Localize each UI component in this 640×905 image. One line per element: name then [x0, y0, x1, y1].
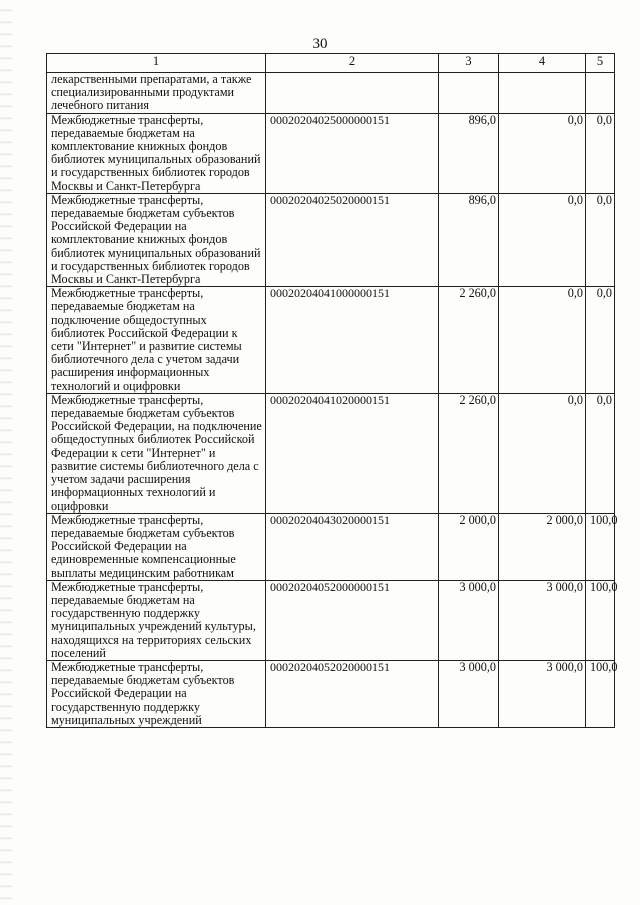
- row-description: Межбюджетные трансферты, передаваемые бюджетам субъектов Российской Федерации на единовременные компенсационные выплаты медицинским работникам: [47, 513, 266, 580]
- row-code: 00020204052000000151: [266, 580, 439, 660]
- scan-edge-noise: [0, 0, 12, 905]
- row-value-col3: [439, 73, 499, 114]
- row-value-col5: 100,0: [586, 660, 615, 727]
- table-row: [47, 287, 615, 394]
- row-value-col5: 0,0: [586, 113, 615, 193]
- row-code: [266, 73, 439, 114]
- row-description: Межбюджетные трансферты, передаваемые бюджетам субъектов Российской Федерации на государственную поддержку муниципальных учреждений: [47, 660, 266, 727]
- table-row: [47, 513, 615, 580]
- table-row: [47, 113, 615, 193]
- table-row: [47, 393, 615, 513]
- row-value-col5: 0,0: [586, 193, 615, 286]
- row-description: Межбюджетные трансферты, передаваемые бюджетам на комплектование книжных фондов библиотек муниципальных образований и государственных библиотек городов Москвы и Санкт-Петербурга: [47, 113, 266, 193]
- column-header-3: 3: [439, 54, 499, 73]
- row-value-col5: 100,0: [586, 580, 615, 660]
- column-header-2: 2: [266, 54, 439, 73]
- row-value-col5: 0,0: [586, 287, 615, 394]
- column-header-1: 1: [47, 54, 266, 73]
- row-code: 00020204025020000151: [266, 193, 439, 286]
- row-value-col4: 0,0: [499, 113, 586, 193]
- row-description: Межбюджетные трансферты, передаваемые бюджетам субъектов Российской Федерации, на подключение общедоступных библиотек Российской Федерации к сети "Интернет" и развитие системы библиотечного дела с учетом задачи расширения информационных технологий и оцифровки: [47, 393, 266, 513]
- row-code: 00020204041020000151: [266, 393, 439, 513]
- row-value-col3: 3 000,0: [439, 660, 499, 727]
- row-value-col4: 2 000,0: [499, 513, 586, 580]
- row-value-col4: 0,0: [499, 193, 586, 286]
- row-value-col3: 2 260,0: [439, 393, 499, 513]
- row-code: 00020204025000000151: [266, 113, 439, 193]
- table-row: [47, 580, 615, 660]
- row-value-col5: 0,0: [586, 393, 615, 513]
- page-number: 30: [312, 36, 328, 52]
- row-code: 00020204041000000151: [266, 287, 439, 394]
- row-value-col5: 100,0: [586, 513, 615, 580]
- column-header-5: 5: [586, 54, 615, 73]
- table-header-row: [47, 54, 615, 73]
- row-description: Межбюджетные трансферты, передаваемые бюджетам на подключение общедоступных библиотек Российской Федерации к сети "Интернет" и развитие системы библиотечного дела с учетом задачи расширения информационных технологий и оцифровки: [47, 287, 266, 394]
- row-value-col4: 0,0: [499, 393, 586, 513]
- row-code: 00020204052020000151: [266, 660, 439, 727]
- row-value-col4: 0,0: [499, 287, 586, 394]
- row-value-col3: 896,0: [439, 193, 499, 286]
- table-row: [47, 193, 615, 286]
- row-description: Межбюджетные трансферты, передаваемые бюджетам субъектов Российской Федерации на комплектование книжных фондов библиотек муниципальных образований и государственных библиотек городов Москвы и Санкт-Петербурга: [47, 193, 266, 286]
- table-row: [47, 73, 615, 114]
- row-value-col3: 3 000,0: [439, 580, 499, 660]
- row-code: 00020204043020000151: [266, 513, 439, 580]
- row-value-col3: 2 000,0: [439, 513, 499, 580]
- row-description: Межбюджетные трансферты, передаваемые бюджетам на государственную поддержку муниципальных учреждений культуры, находящихся на территориях сельских поселений: [47, 580, 266, 660]
- row-value-col4: [499, 73, 586, 114]
- budget-table: [46, 53, 618, 728]
- table-row: [47, 660, 615, 727]
- row-value-col3: 2 260,0: [439, 287, 499, 394]
- row-value-col4: 3 000,0: [499, 580, 586, 660]
- row-value-col5: [586, 73, 615, 114]
- column-header-4: 4: [499, 54, 586, 73]
- row-value-col4: 3 000,0: [499, 660, 586, 727]
- row-description: лекарственными препаратами, а также специализированными продуктами лечебного питания: [47, 73, 266, 114]
- row-value-col3: 896,0: [439, 113, 499, 193]
